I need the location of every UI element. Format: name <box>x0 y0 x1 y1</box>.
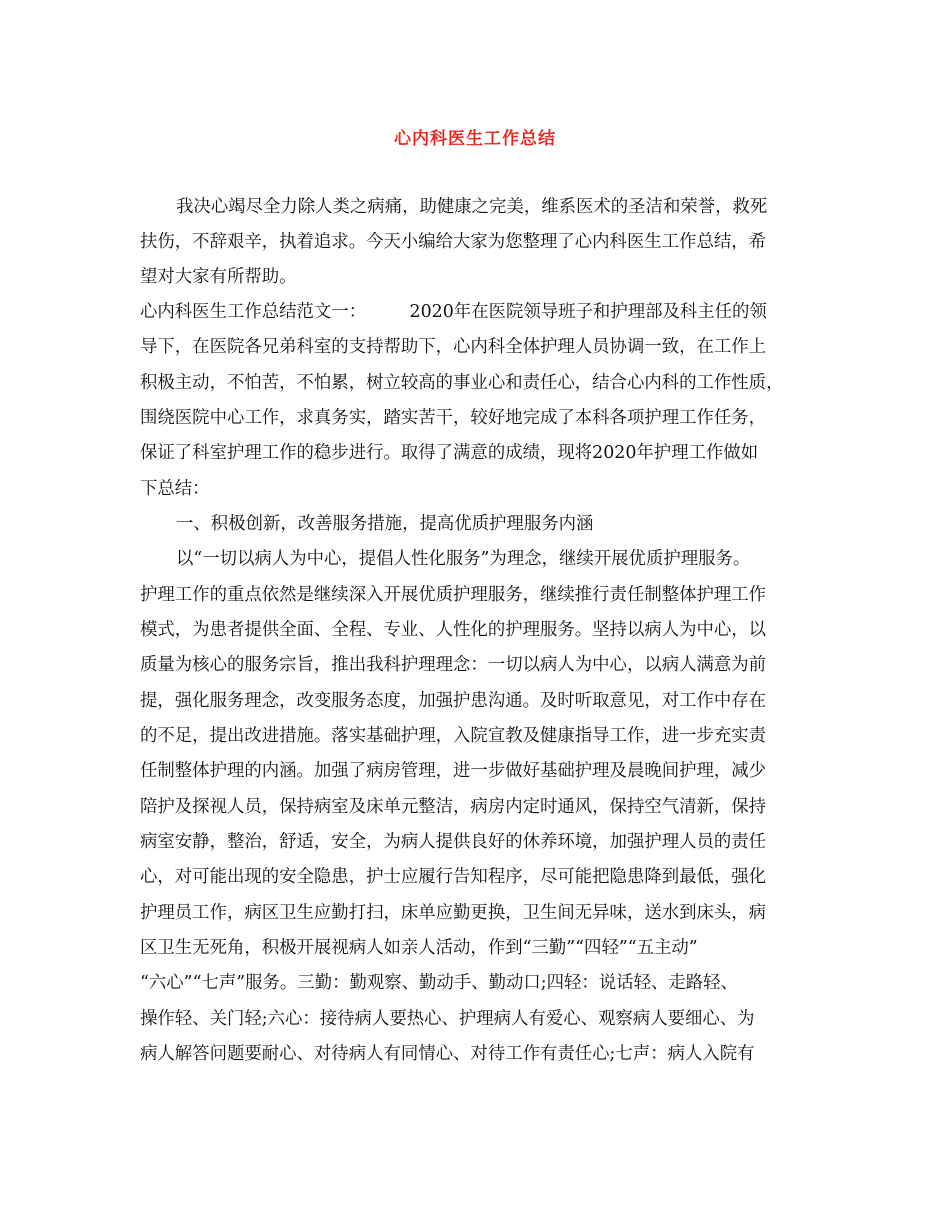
paragraph-line: 病室安静，整治，舒适，安全，为病人提供良好的休养环境，加强护理人员的责任 <box>140 832 767 852</box>
paragraph-line: 心内科医生工作总结范文一： 2020年在医院领导班子和护理部及科主任的领 <box>140 302 767 322</box>
paragraph-line: 模式，为患者提供全面、全程、专业、人性化的护理服务。坚持以病人为中心，以 <box>140 620 767 640</box>
paragraph-line: 导下，在医院各兄弟科室的支持帮助下，心内科全体护理人员协调一致，在工作上 <box>140 337 767 357</box>
paragraph-line: 围绕医院中心工作，求真务实，踏实苦干，较好地完成了本科各项护理工作任务， <box>140 408 767 428</box>
paragraph-line: 我决心竭尽全力除人类之病痛，助健康之完美，维系医术的圣洁和荣誉，救死 <box>176 197 768 217</box>
paragraph-line: 下总结： <box>140 479 210 499</box>
paragraph-line: 望对大家有所帮助。 <box>140 267 297 287</box>
document-title: 心内科医生工作总结 <box>394 129 556 149</box>
paragraph-line: 护理工作的重点依然是继续深入开展优质护理服务，继续推行责任制整体护理工作 <box>140 585 767 605</box>
paragraph-line: 陪护及探视人员，保持病室及床单元整洁，病房内定时通风，保持空气清新，保持 <box>140 797 767 817</box>
section-heading: 一、积极创新，改善服务措施，提高优质护理服务内涵 <box>176 514 594 534</box>
paragraph-line: 区卫生无死角，积极开展视病人如亲人活动，作到“三勤”“四轻”“五主动” <box>140 938 698 958</box>
paragraph-line: 病人解答问题要耐心、对待病人有同情心、对待工作有责任心;七声：病人入院有 <box>140 1044 755 1064</box>
paragraph-line: 质量为核心的服务宗旨，推出我科护理理念：一切以病人为中心，以病人满意为前 <box>140 655 767 675</box>
paragraph-line: 任制整体护理的内涵。加强了病房管理，进一步做好基础护理及晨晚间护理，减少 <box>140 761 767 781</box>
paragraph-line: 以“一切以病人为中心，提倡人性化服务”为理念，继续开展优质护理服务。 <box>176 549 751 569</box>
paragraph-line: 的不足，提出改进措施。落实基础护理，入院宣教及健康指导工作，进一步充实责 <box>140 726 767 746</box>
paragraph-line: 提，强化服务理念，改变服务态度，加强护患沟通。及时听取意见，对工作中存在 <box>140 691 767 711</box>
paragraph-line: 心，对可能出现的安全隐患，护士应履行告知程序，尽可能把隐患降到最低，强化 <box>140 867 767 887</box>
paragraph-line: 保证了科室护理工作的稳步进行。取得了满意的成绩，现将2020年护理工作做如 <box>140 443 759 463</box>
paragraph-line: “六心”“七声”服务。三勤：勤观察、勤动手、勤动口;四轻：说话轻、走路轻、 <box>140 973 738 993</box>
paragraph-line: 积极主动，不怕苦，不怕累，树立较高的事业心和责任心，结合心内科的工作性质， <box>140 373 784 393</box>
paragraph-line: 操作轻、关门轻;六心：接待病人要热心、护理病人有爱心、观察病人要细心、为 <box>140 1009 755 1029</box>
paragraph-line: 护理员工作，病区卫生应勤打扫，床单应勤更换，卫生间无异味，送水到床头，病 <box>140 903 767 923</box>
paragraph-line: 扶伤，不辞艰辛，执着追求。今天小编给大家为您整理了心内科医生工作总结，希 <box>140 232 767 252</box>
